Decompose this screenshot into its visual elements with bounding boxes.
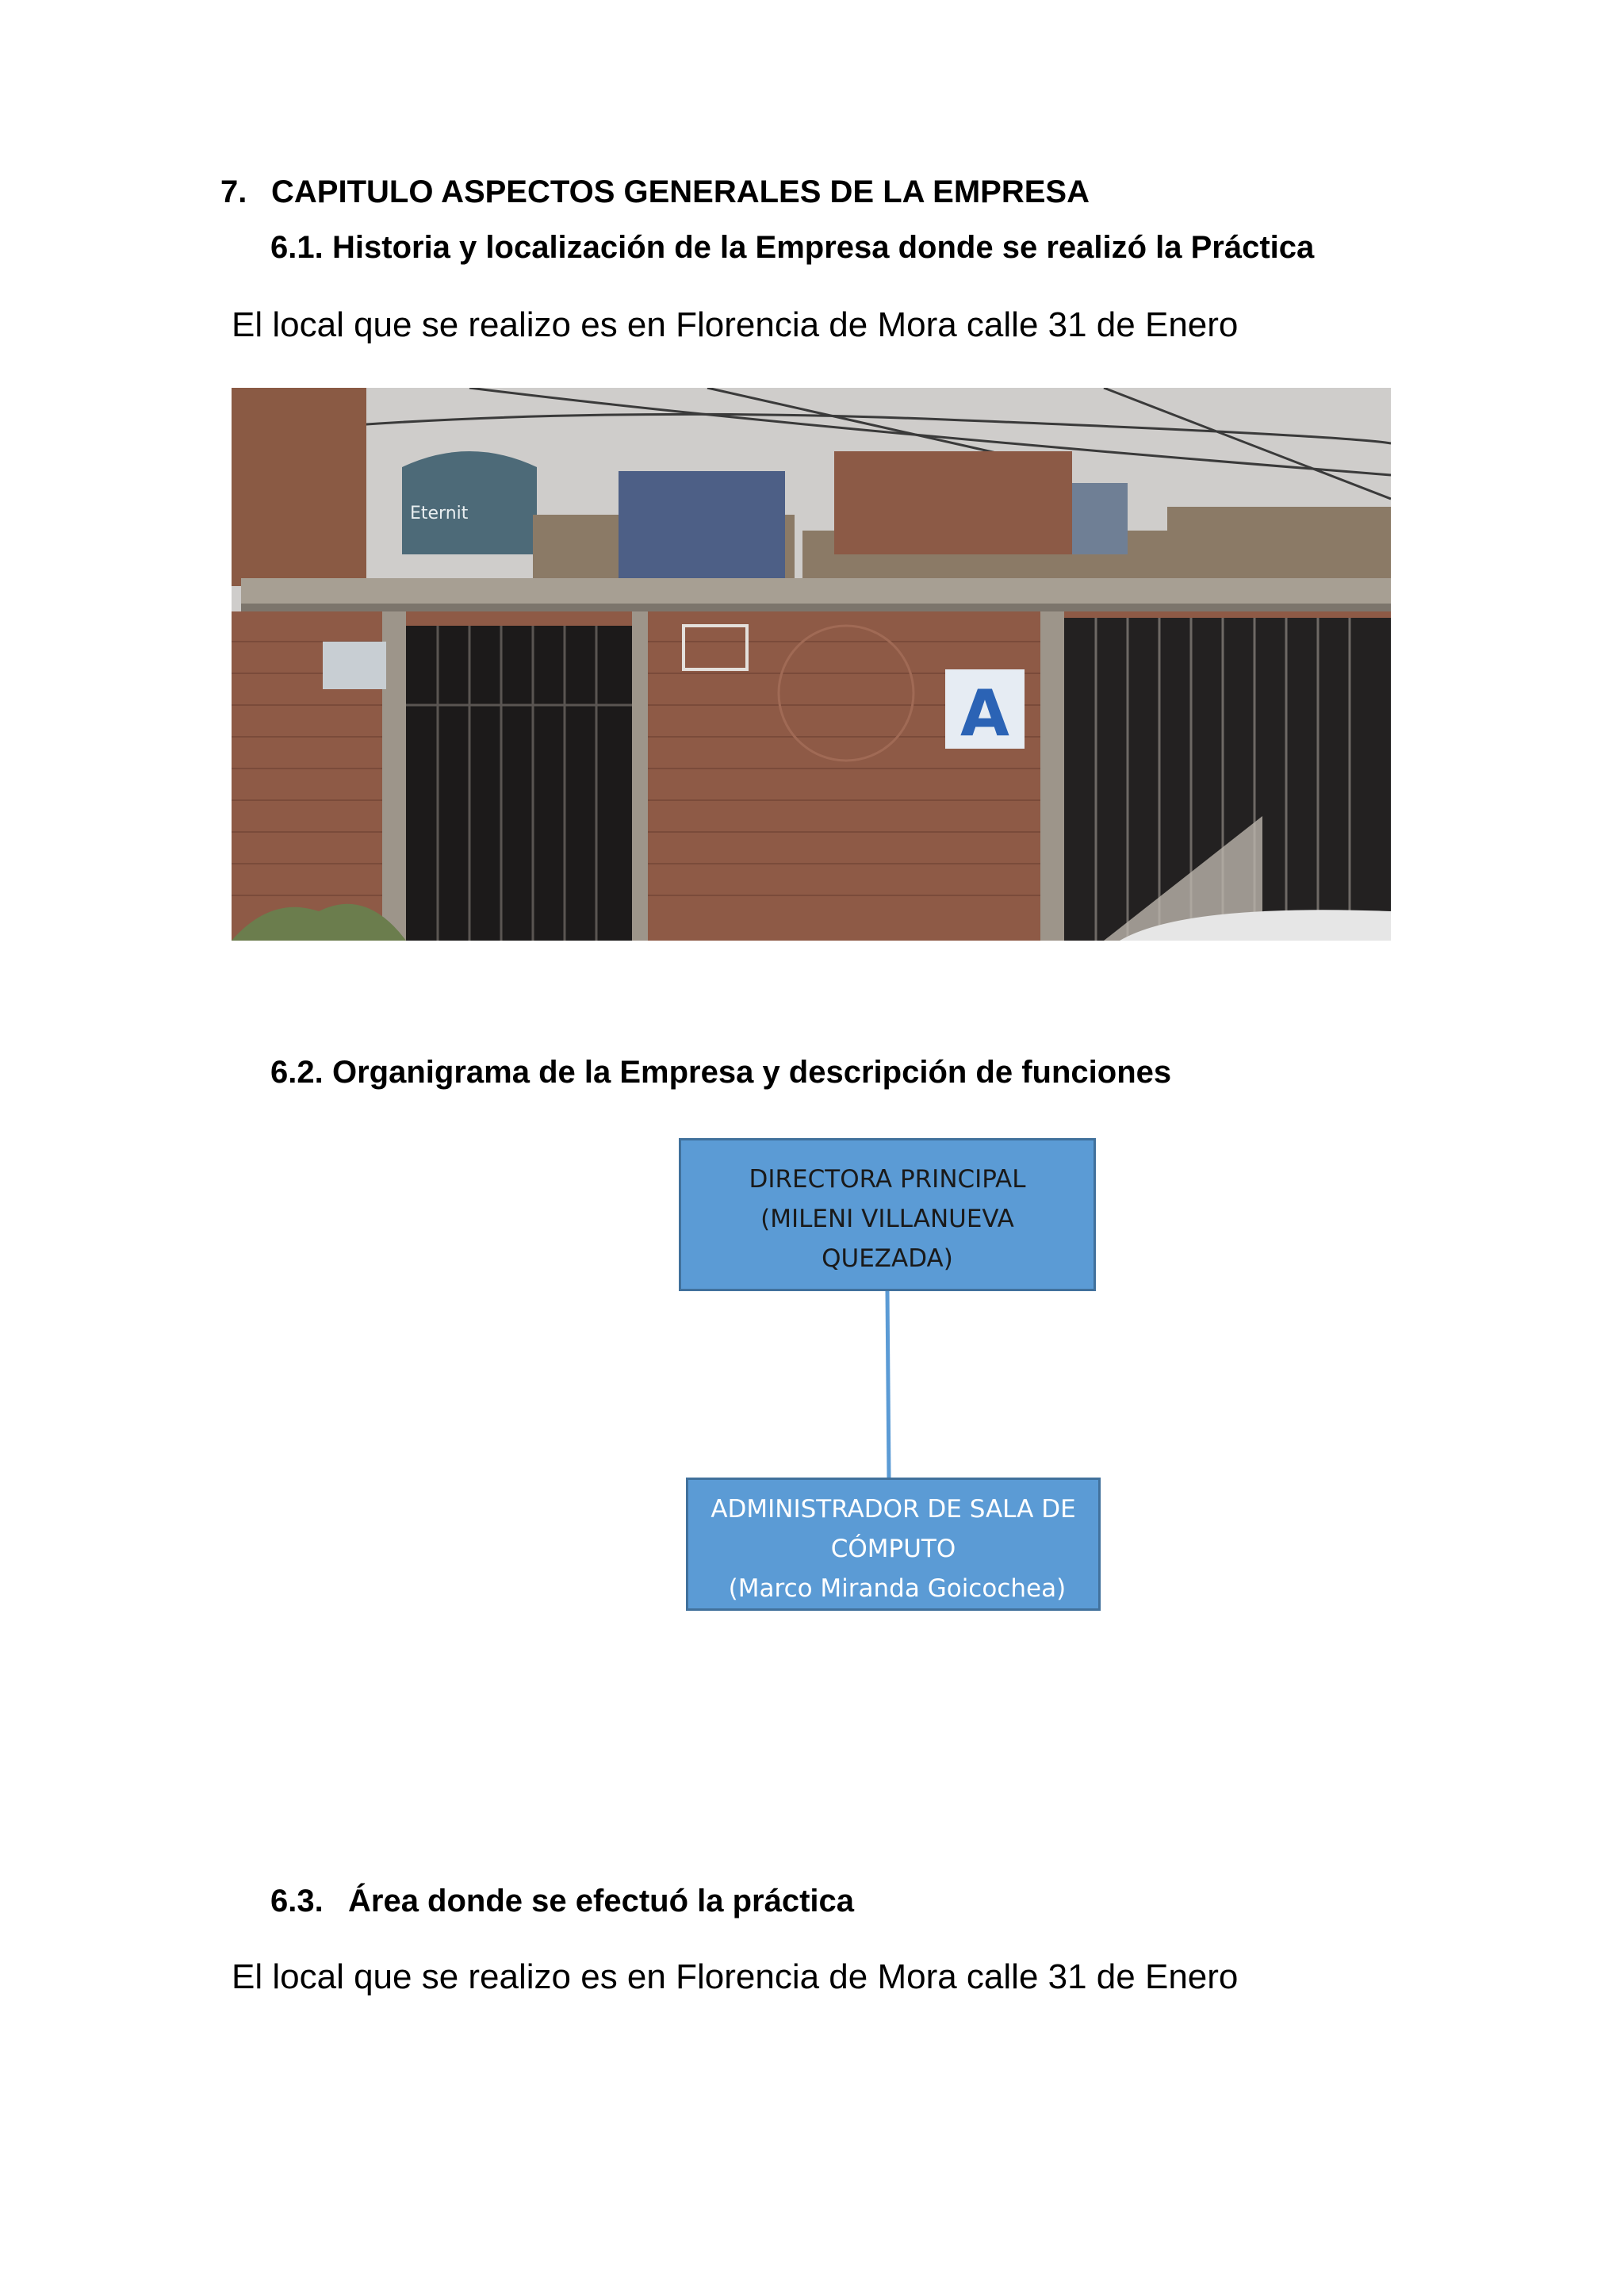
org-node-line: DIRECTORA PRINCIPAL (749, 1165, 1026, 1194)
org-node-line: CÓMPUTO (830, 1535, 956, 1563)
water-tank-icon (402, 451, 537, 554)
section-number: 6.1. (270, 230, 324, 265)
section-heading-6-2 (270, 1055, 1171, 1091)
org-node-line: (MILENI VILLANUEVA (760, 1205, 1014, 1233)
chapter-title: CAPITULO ASPECTOS GENERALES DE LA EMPRESA (271, 174, 1090, 209)
org-node-directora (679, 1138, 1096, 1291)
wall-sign-letter: A (960, 677, 1009, 750)
chapter-number: 7. (220, 174, 247, 209)
org-node-line: QUEZADA) (822, 1244, 953, 1273)
location-paragraph: El local que se realizo es en Florencia de Mora calle 31 de Enero (232, 305, 1239, 344)
section-number: 6.2. (270, 1055, 324, 1090)
section-title: Organigrama de la Empresa y descripción de funciones (332, 1055, 1172, 1090)
org-connector-line (885, 1291, 891, 1478)
section-title: Historia y localización de la Empresa donde se realizó la Práctica (332, 230, 1315, 265)
org-node-line: ADMINISTRADOR DE SALA DE (710, 1495, 1076, 1524)
chapter-heading (220, 174, 1090, 210)
storefront-photo (232, 388, 1391, 941)
section-number: 6.3. (270, 1884, 324, 1918)
section-heading-6-1 (270, 230, 1314, 266)
org-node-administrador (686, 1478, 1101, 1611)
org-node-line: (Marco Miranda Goicochea) (720, 1574, 1067, 1603)
tank-label: Eternit (410, 504, 469, 523)
section-heading-6-3 (270, 1884, 854, 1919)
section-title: Área donde se efectuó la práctica (348, 1884, 855, 1918)
area-paragraph: El local que se realizo es en Florencia de Mora calle 31 de Enero (232, 1957, 1239, 1996)
